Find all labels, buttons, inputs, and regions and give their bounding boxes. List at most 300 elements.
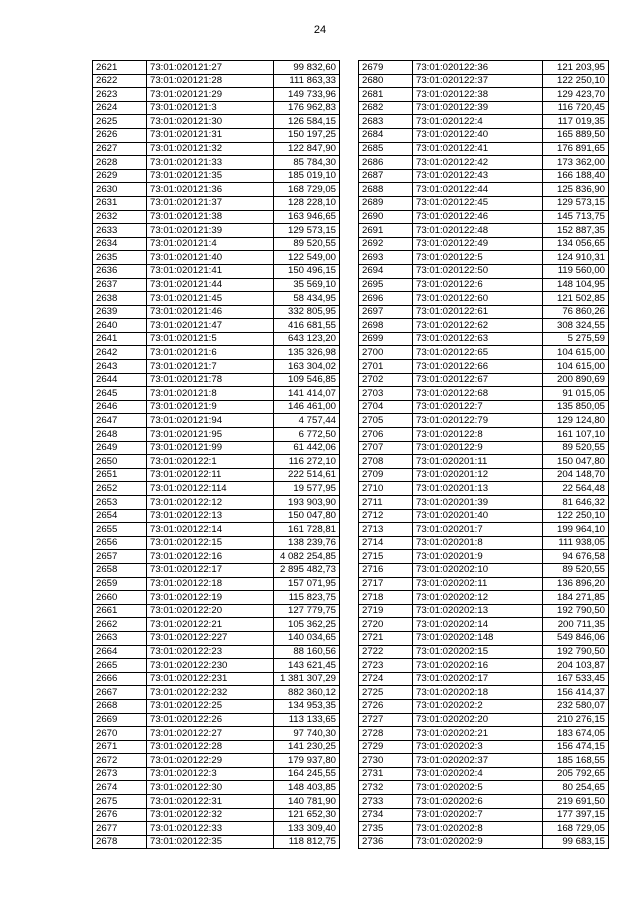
value-cell: 152 887,35 — [543, 224, 609, 238]
row-number-cell: 2634 — [93, 237, 147, 251]
cadastral-number-cell: 73:01:020121:35 — [147, 169, 274, 183]
table-row — [93, 727, 340, 741]
table-row — [359, 767, 609, 781]
cadastral-number-cell: 73:01:020121:5 — [147, 332, 274, 346]
cadastral-number-cell: 73:01:020122:26 — [147, 713, 274, 727]
row-number-cell: 2623 — [93, 88, 147, 102]
row-number-cell: 2642 — [93, 346, 147, 360]
table-row — [93, 781, 340, 795]
value-cell: 232 580,07 — [543, 699, 609, 713]
table-row — [93, 822, 340, 836]
value-cell: 165 889,50 — [543, 128, 609, 142]
value-cell: 113 133,65 — [274, 713, 340, 727]
table-row — [359, 563, 609, 577]
value-cell: 133 309,40 — [274, 822, 340, 836]
row-number-cell: 2695 — [359, 278, 413, 292]
table-row — [359, 468, 609, 482]
table-row — [93, 523, 340, 537]
row-number-cell: 2627 — [93, 142, 147, 156]
cadastral-number-cell: 73:01:020122:4 — [413, 115, 543, 129]
cadastral-number-cell: 73:01:020202:16 — [413, 659, 543, 673]
value-cell: 200 711,35 — [543, 618, 609, 632]
row-number-cell: 2656 — [93, 536, 147, 550]
value-cell: 115 823,75 — [274, 591, 340, 605]
value-cell: 204 103,87 — [543, 659, 609, 673]
row-number-cell: 2696 — [359, 292, 413, 306]
table-row — [93, 455, 340, 469]
row-number-cell: 2688 — [359, 183, 413, 197]
value-cell: 105 362,25 — [274, 618, 340, 632]
value-cell: 177 397,15 — [543, 808, 609, 822]
cadastral-number-cell: 73:01:020201:8 — [413, 536, 543, 550]
value-cell: 176 962,83 — [274, 101, 340, 115]
cadastral-number-cell: 73:01:020201:12 — [413, 468, 543, 482]
cadastral-number-cell: 73:01:020122:8 — [413, 428, 543, 442]
value-cell: 80 254,65 — [543, 781, 609, 795]
table-row — [359, 387, 609, 401]
value-cell: 140 781,90 — [274, 795, 340, 809]
value-cell: 145 713,75 — [543, 210, 609, 224]
value-cell: 156 474,15 — [543, 740, 609, 754]
row-number-cell: 2679 — [359, 61, 413, 75]
cadastral-number-cell: 73:01:020202:7 — [413, 808, 543, 822]
table-row — [359, 169, 609, 183]
table-row — [359, 795, 609, 809]
row-number-cell: 2693 — [359, 251, 413, 265]
row-number-cell: 2637 — [93, 278, 147, 292]
value-cell: 125 836,90 — [543, 183, 609, 197]
cadastral-number-cell: 73:01:020122:1 — [147, 455, 274, 469]
value-cell: 148 403,85 — [274, 781, 340, 795]
row-number-cell: 2647 — [93, 414, 147, 428]
row-number-cell: 2626 — [93, 128, 147, 142]
table-row — [93, 631, 340, 645]
row-number-cell: 2715 — [359, 550, 413, 564]
table-row — [359, 441, 609, 455]
table-row — [93, 509, 340, 523]
table-row — [359, 523, 609, 537]
row-number-cell: 2682 — [359, 101, 413, 115]
table-row — [93, 224, 340, 238]
table-row — [93, 563, 340, 577]
row-number-cell: 2723 — [359, 659, 413, 673]
cadastral-number-cell: 73:01:020122:27 — [147, 727, 274, 741]
value-cell: 119 560,00 — [543, 264, 609, 278]
row-number-cell: 2630 — [93, 183, 147, 197]
table-row — [359, 659, 609, 673]
cadastral-number-cell: 73:01:020121:40 — [147, 251, 274, 265]
cadastral-number-cell: 73:01:020122:23 — [147, 645, 274, 659]
row-number-cell: 2730 — [359, 754, 413, 768]
row-number-cell: 2663 — [93, 631, 147, 645]
cadastral-number-cell: 73:01:020121:45 — [147, 292, 274, 306]
right-table — [358, 60, 609, 849]
cadastral-number-cell: 73:01:020121:6 — [147, 346, 274, 360]
table-row — [359, 672, 609, 686]
row-number-cell: 2721 — [359, 631, 413, 645]
row-number-cell: 2701 — [359, 360, 413, 374]
cadastral-number-cell: 73:01:020122:42 — [413, 156, 543, 170]
table-row — [93, 61, 340, 75]
cadastral-number-cell: 73:01:020122:18 — [147, 577, 274, 591]
value-cell: 121 203,95 — [543, 61, 609, 75]
row-number-cell: 2716 — [359, 563, 413, 577]
row-number-cell: 2649 — [93, 441, 147, 455]
row-number-cell: 2736 — [359, 835, 413, 849]
row-number-cell: 2650 — [93, 455, 147, 469]
row-number-cell: 2645 — [93, 387, 147, 401]
row-number-cell: 2638 — [93, 292, 147, 306]
value-cell: 91 015,05 — [543, 387, 609, 401]
table-row — [359, 305, 609, 319]
cadastral-number-cell: 73:01:020122:50 — [413, 264, 543, 278]
value-cell: 109 546,85 — [274, 373, 340, 387]
value-cell: 5 275,59 — [543, 332, 609, 346]
value-cell: 161 728,81 — [274, 523, 340, 537]
table-row — [359, 699, 609, 713]
row-number-cell: 2625 — [93, 115, 147, 129]
value-cell: 192 790,50 — [543, 645, 609, 659]
value-cell: 150 047,80 — [274, 509, 340, 523]
table-row — [359, 645, 609, 659]
cadastral-number-cell: 73:01:020122:49 — [413, 237, 543, 251]
table-row — [93, 88, 340, 102]
value-cell: 128 228,10 — [274, 196, 340, 210]
value-cell: 4 757,44 — [274, 414, 340, 428]
table-row — [359, 727, 609, 741]
row-number-cell: 2734 — [359, 808, 413, 822]
row-number-cell: 2725 — [359, 686, 413, 700]
value-cell: 111 938,05 — [543, 536, 609, 550]
row-number-cell: 2669 — [93, 713, 147, 727]
row-number-cell: 2733 — [359, 795, 413, 809]
row-number-cell: 2667 — [93, 686, 147, 700]
cadastral-number-cell: 73:01:020202:12 — [413, 591, 543, 605]
row-number-cell: 2670 — [93, 727, 147, 741]
row-number-cell: 2633 — [93, 224, 147, 238]
table-row — [93, 659, 340, 673]
value-cell: 104 615,00 — [543, 346, 609, 360]
table-row — [359, 251, 609, 265]
table-row — [359, 346, 609, 360]
row-number-cell: 2671 — [93, 740, 147, 754]
table-row — [93, 360, 340, 374]
table-row — [93, 686, 340, 700]
value-cell: 163 304,02 — [274, 360, 340, 374]
table-row — [93, 319, 340, 333]
table-row — [359, 631, 609, 645]
cadastral-number-cell: 73:01:020202:37 — [413, 754, 543, 768]
value-cell: 94 676,58 — [543, 550, 609, 564]
value-cell: 99 683,15 — [543, 835, 609, 849]
row-number-cell: 2632 — [93, 210, 147, 224]
table-row — [93, 713, 340, 727]
table-row — [93, 292, 340, 306]
row-number-cell: 2676 — [93, 808, 147, 822]
table-row — [93, 414, 340, 428]
cadastral-number-cell: 73:01:020122:114 — [147, 482, 274, 496]
row-number-cell: 2666 — [93, 672, 147, 686]
cadastral-number-cell: 73:01:020122:5 — [413, 251, 543, 265]
table-row — [359, 577, 609, 591]
value-cell: 185 019,10 — [274, 169, 340, 183]
row-number-cell: 2641 — [93, 332, 147, 346]
cadastral-number-cell: 73:01:020202:10 — [413, 563, 543, 577]
value-cell: 168 729,05 — [274, 183, 340, 197]
table-row — [359, 686, 609, 700]
row-number-cell: 2711 — [359, 496, 413, 510]
row-number-cell: 2709 — [359, 468, 413, 482]
cadastral-number-cell: 73:01:020121:37 — [147, 196, 274, 210]
cadastral-number-cell: 73:01:020122:61 — [413, 305, 543, 319]
cadastral-number-cell: 73:01:020202:11 — [413, 577, 543, 591]
value-cell: 173 362,00 — [543, 156, 609, 170]
row-number-cell: 2648 — [93, 428, 147, 442]
row-number-cell: 2673 — [93, 767, 147, 781]
cadastral-number-cell: 73:01:020122:33 — [147, 822, 274, 836]
table-row — [359, 373, 609, 387]
row-number-cell: 2713 — [359, 523, 413, 537]
row-number-cell: 2657 — [93, 550, 147, 564]
value-cell: 61 442,06 — [274, 441, 340, 455]
table-row — [359, 360, 609, 374]
value-cell: 210 276,15 — [543, 713, 609, 727]
table-row — [359, 835, 609, 849]
value-cell: 200 890,69 — [543, 373, 609, 387]
cadastral-number-cell: 73:01:020202:20 — [413, 713, 543, 727]
table-row — [93, 346, 340, 360]
value-cell: 164 245,55 — [274, 767, 340, 781]
value-cell: 97 740,30 — [274, 727, 340, 741]
page-number: 24 — [313, 24, 327, 36]
row-number-cell: 2708 — [359, 455, 413, 469]
table-row — [93, 536, 340, 550]
cadastral-number-cell: 73:01:020121:44 — [147, 278, 274, 292]
value-cell: 76 860,26 — [543, 305, 609, 319]
cadastral-number-cell: 73:01:020122:9 — [413, 441, 543, 455]
table-row — [359, 414, 609, 428]
value-cell: 183 674,05 — [543, 727, 609, 741]
cadastral-number-cell: 73:01:020202:148 — [413, 631, 543, 645]
table-row — [93, 835, 340, 849]
row-number-cell: 2659 — [93, 577, 147, 591]
value-cell: 4 082 254,85 — [274, 550, 340, 564]
value-cell: 129 573,15 — [274, 224, 340, 238]
cadastral-number-cell: 73:01:020122:67 — [413, 373, 543, 387]
table-row — [359, 292, 609, 306]
row-number-cell: 2664 — [93, 645, 147, 659]
table-row — [93, 142, 340, 156]
cadastral-number-cell: 73:01:020202:6 — [413, 795, 543, 809]
row-number-cell: 2692 — [359, 237, 413, 251]
table-row — [93, 278, 340, 292]
cadastral-number-cell: 73:01:020122:40 — [413, 128, 543, 142]
value-cell: 141 230,25 — [274, 740, 340, 754]
value-cell: 416 681,55 — [274, 319, 340, 333]
table-row — [93, 550, 340, 564]
row-number-cell: 2690 — [359, 210, 413, 224]
value-cell: 549 846,06 — [543, 631, 609, 645]
table-row — [93, 387, 340, 401]
value-cell: 168 729,05 — [543, 822, 609, 836]
row-number-cell: 2658 — [93, 563, 147, 577]
row-number-cell: 2654 — [93, 509, 147, 523]
table-row — [93, 183, 340, 197]
value-cell: 135 850,05 — [543, 400, 609, 414]
value-cell: 111 863,33 — [274, 74, 340, 88]
table-row — [93, 128, 340, 142]
cadastral-number-cell: 73:01:020201:9 — [413, 550, 543, 564]
value-cell: 2 895 482,73 — [274, 563, 340, 577]
cadastral-number-cell: 73:01:020122:66 — [413, 360, 543, 374]
table-row — [93, 672, 340, 686]
row-number-cell: 2710 — [359, 482, 413, 496]
table-row — [93, 332, 340, 346]
value-cell: 126 584,15 — [274, 115, 340, 129]
row-number-cell: 2698 — [359, 319, 413, 333]
value-cell: 121 502,85 — [543, 292, 609, 306]
cadastral-number-cell: 73:01:020202:9 — [413, 835, 543, 849]
cadastral-number-cell: 73:01:020202:21 — [413, 727, 543, 741]
table-row — [93, 482, 340, 496]
cadastral-number-cell: 73:01:020121:99 — [147, 441, 274, 455]
cadastral-number-cell: 73:01:020202:4 — [413, 767, 543, 781]
table-row — [93, 740, 340, 754]
value-cell: 141 414,07 — [274, 387, 340, 401]
value-cell: 143 621,45 — [274, 659, 340, 673]
row-number-cell: 2621 — [93, 61, 147, 75]
row-number-cell: 2652 — [93, 482, 147, 496]
row-number-cell: 2662 — [93, 618, 147, 632]
value-cell: 150 197,25 — [274, 128, 340, 142]
table-row — [93, 699, 340, 713]
cadastral-number-cell: 73:01:020122:15 — [147, 536, 274, 550]
cadastral-number-cell: 73:01:020121:27 — [147, 61, 274, 75]
value-cell: 163 946,65 — [274, 210, 340, 224]
table-row — [359, 224, 609, 238]
cadastral-number-cell: 73:01:020122:32 — [147, 808, 274, 822]
value-cell: 204 148,70 — [543, 468, 609, 482]
cadastral-number-cell: 73:01:020121:94 — [147, 414, 274, 428]
row-number-cell: 2636 — [93, 264, 147, 278]
table-row — [93, 101, 340, 115]
table-row — [359, 591, 609, 605]
cadastral-number-cell: 73:01:020122:25 — [147, 699, 274, 713]
cadastral-number-cell: 73:01:020122:45 — [413, 196, 543, 210]
cadastral-number-cell: 73:01:020122:60 — [413, 292, 543, 306]
table-row — [93, 156, 340, 170]
cadastral-number-cell: 73:01:020201:13 — [413, 482, 543, 496]
row-number-cell: 2681 — [359, 88, 413, 102]
cadastral-number-cell: 73:01:020122:68 — [413, 387, 543, 401]
table-row — [359, 319, 609, 333]
table-row — [359, 550, 609, 564]
table-row — [359, 156, 609, 170]
value-cell: 89 520,55 — [543, 563, 609, 577]
cadastral-number-cell: 73:01:020122:19 — [147, 591, 274, 605]
table-row — [93, 645, 340, 659]
value-cell: 185 168,55 — [543, 754, 609, 768]
value-cell: 104 615,00 — [543, 360, 609, 374]
cadastral-number-cell: 73:01:020202:8 — [413, 822, 543, 836]
value-cell: 22 564,48 — [543, 482, 609, 496]
cadastral-number-cell: 73:01:020122:31 — [147, 795, 274, 809]
value-cell: 122 847,90 — [274, 142, 340, 156]
table-row — [93, 196, 340, 210]
row-number-cell: 2700 — [359, 346, 413, 360]
cadastral-number-cell: 73:01:020121:8 — [147, 387, 274, 401]
value-cell: 184 271,85 — [543, 591, 609, 605]
cadastral-number-cell: 73:01:020122:232 — [147, 686, 274, 700]
row-number-cell: 2718 — [359, 591, 413, 605]
cadastral-number-cell: 73:01:020121:32 — [147, 142, 274, 156]
cadastral-number-cell: 73:01:020121:4 — [147, 237, 274, 251]
row-number-cell: 2628 — [93, 156, 147, 170]
row-number-cell: 2643 — [93, 360, 147, 374]
table-row — [359, 536, 609, 550]
row-number-cell: 2678 — [93, 835, 147, 849]
cadastral-number-cell: 73:01:020122:37 — [413, 74, 543, 88]
cadastral-number-cell: 73:01:020122:44 — [413, 183, 543, 197]
cadastral-number-cell: 73:01:020202:2 — [413, 699, 543, 713]
table-row — [359, 740, 609, 754]
table-row — [359, 618, 609, 632]
value-cell: 193 903,90 — [274, 496, 340, 510]
cadastral-number-cell: 73:01:020122:28 — [147, 740, 274, 754]
row-number-cell: 2687 — [359, 169, 413, 183]
row-number-cell: 2726 — [359, 699, 413, 713]
value-cell: 138 239,76 — [274, 536, 340, 550]
table-row — [359, 196, 609, 210]
cadastral-number-cell: 73:01:020122:65 — [413, 346, 543, 360]
value-cell: 643 123,20 — [274, 332, 340, 346]
table-row — [359, 183, 609, 197]
value-cell: 134 953,35 — [274, 699, 340, 713]
table-row — [359, 781, 609, 795]
table-row — [359, 278, 609, 292]
cadastral-number-cell: 73:01:020122:79 — [413, 414, 543, 428]
value-cell: 116 720,45 — [543, 101, 609, 115]
cadastral-number-cell: 73:01:020122:227 — [147, 631, 274, 645]
table-row — [359, 128, 609, 142]
cadastral-number-cell: 73:01:020121:46 — [147, 305, 274, 319]
cadastral-number-cell: 73:01:020121:78 — [147, 373, 274, 387]
row-number-cell: 2703 — [359, 387, 413, 401]
value-cell: 176 891,65 — [543, 142, 609, 156]
cadastral-number-cell: 73:01:020122:41 — [413, 142, 543, 156]
row-number-cell: 2635 — [93, 251, 147, 265]
value-cell: 179 937,80 — [274, 754, 340, 768]
value-cell: 85 784,30 — [274, 156, 340, 170]
value-cell: 150 047,80 — [543, 455, 609, 469]
cadastral-number-cell: 73:01:020122:21 — [147, 618, 274, 632]
value-cell: 157 071,95 — [274, 577, 340, 591]
row-number-cell: 2717 — [359, 577, 413, 591]
row-number-cell: 2631 — [93, 196, 147, 210]
cadastral-number-cell: 73:01:020202:13 — [413, 604, 543, 618]
row-number-cell: 2674 — [93, 781, 147, 795]
row-number-cell: 2731 — [359, 767, 413, 781]
value-cell: 35 569,10 — [274, 278, 340, 292]
row-number-cell: 2722 — [359, 645, 413, 659]
table-row — [93, 74, 340, 88]
table-row — [93, 373, 340, 387]
cadastral-number-cell: 73:01:020122:231 — [147, 672, 274, 686]
cadastral-number-cell: 73:01:020121:39 — [147, 224, 274, 238]
row-number-cell: 2653 — [93, 496, 147, 510]
value-cell: 135 326,98 — [274, 346, 340, 360]
row-number-cell: 2732 — [359, 781, 413, 795]
